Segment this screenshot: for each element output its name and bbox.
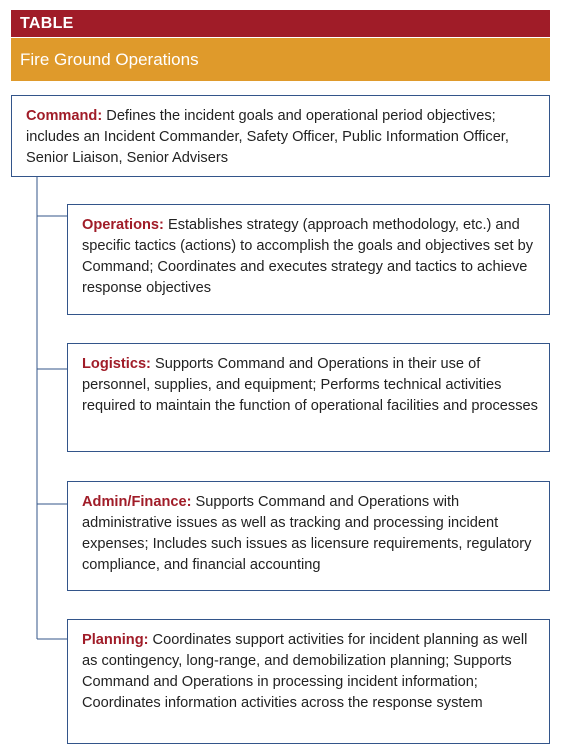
table-title: Fire Ground Operations (11, 38, 550, 81)
command-label: Command: (26, 108, 103, 124)
operations-description: Establishes strategy (approach methodology, etc.) and specific tactics (actions) to accomplish the goals and objectives set by Command; Coordinates and executes strategy and tactics to achieve response objectives (82, 217, 533, 296)
command-description: Defines the incident goals and operational period objectives; includes an Incident Commander, Safety Officer, Public Information Officer, Senior Liaison, Senior Advisers (26, 108, 509, 166)
logistics-box (67, 343, 550, 452)
operations-box (67, 204, 550, 315)
logistics-description: Supports Command and Operations in their use of personnel, supplies, and equipment; Performs technical activities required to maintain the function of operational facilities and processes (82, 356, 538, 414)
admin-finance-box (67, 481, 550, 591)
admin-finance-description: Supports Command and Operations with administrative issues as well as tracking and processing incident expenses; Includes such issues as licensure requirements, regulatory compliance, and financial accounting (82, 494, 532, 573)
planning-box (67, 619, 550, 744)
command-box (11, 95, 550, 177)
planning-description: Coordinates support activities for incident planning as well as contingency, long-range, and demobilization planning; Supports Command and Operations in processing incident information; Coordinates information activities across the response system (82, 632, 528, 711)
planning-label: Planning: (82, 632, 149, 648)
operations-label: Operations: (82, 217, 164, 233)
admin-finance-label: Admin/Finance: (82, 494, 192, 510)
table-label: TABLE (11, 10, 550, 37)
logistics-label: Logistics: (82, 356, 151, 372)
